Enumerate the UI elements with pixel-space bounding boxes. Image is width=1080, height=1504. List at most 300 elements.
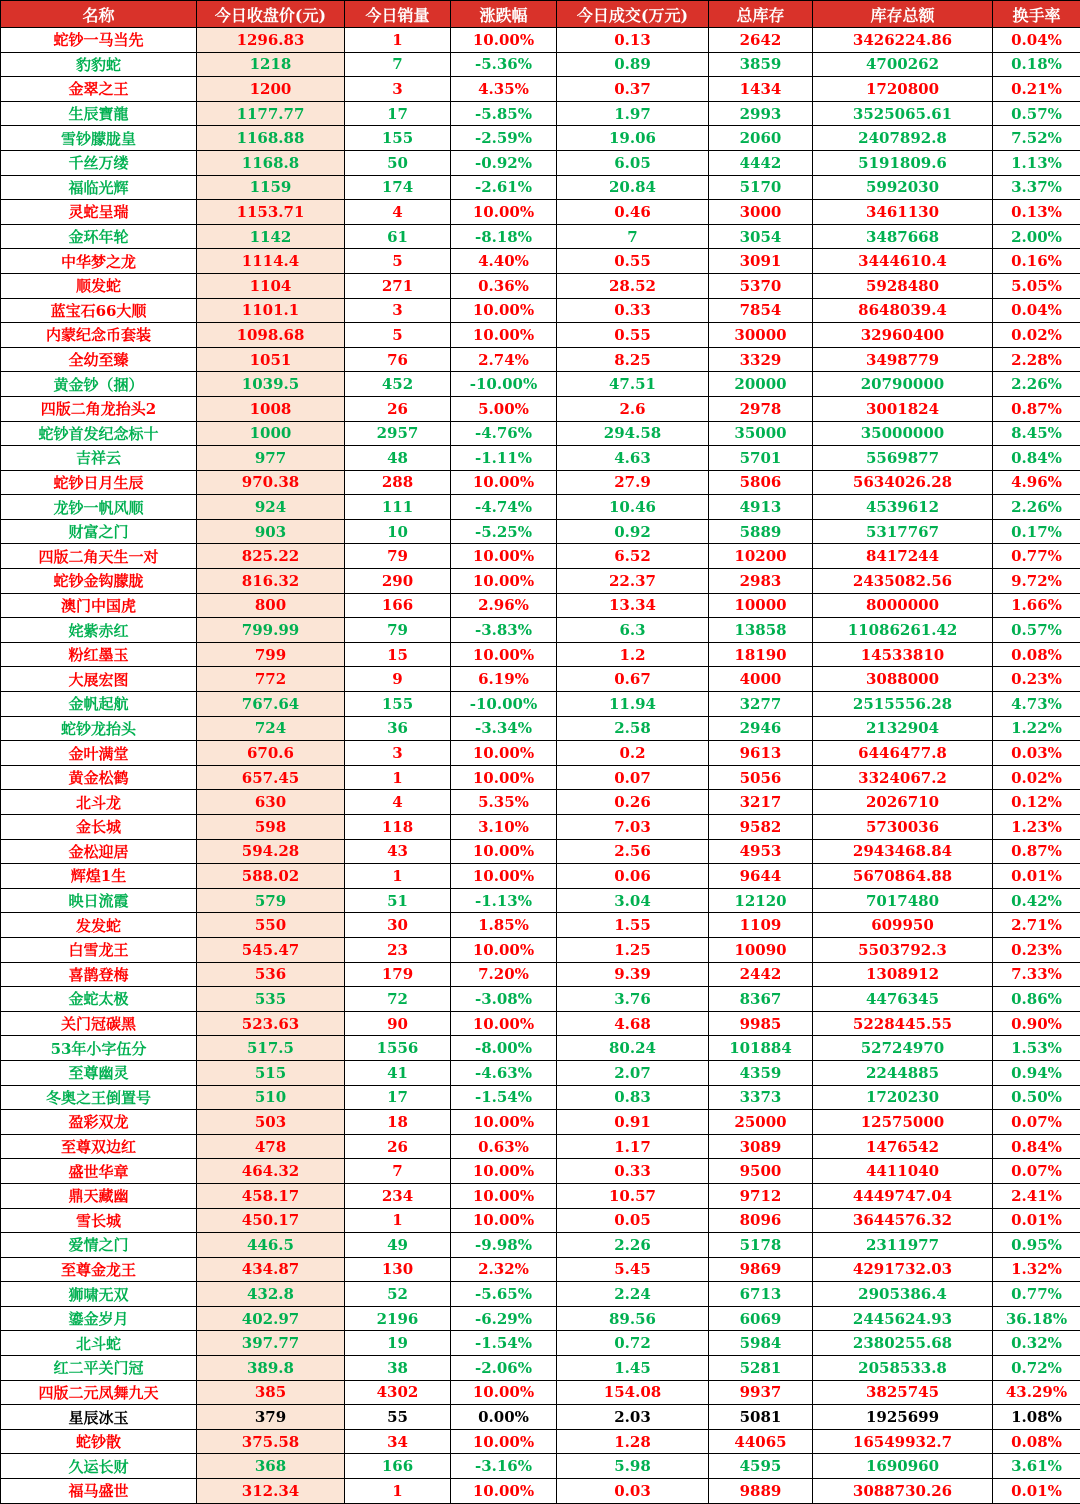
cell-change: 10.00% [451, 1183, 557, 1208]
cell-stock-value: 14533810 [813, 642, 993, 667]
cell-sales: 5 [345, 323, 451, 348]
table-row [1, 962, 1080, 987]
cell-turnover-rate: 2.26% [993, 495, 1080, 520]
cell-sales: 9 [345, 667, 451, 692]
cell-turnover-rate: 2.00% [993, 224, 1080, 249]
cell-name: 福马盛世 [1, 1479, 197, 1504]
cell-name: 中华梦之龙 [1, 249, 197, 274]
cell-close-price: 397.77 [197, 1331, 345, 1356]
cell-turnover-value: 1.2 [557, 642, 709, 667]
cell-close-price: 536 [197, 962, 345, 987]
cell-stock-value: 609950 [813, 913, 993, 938]
cell-sales: 79 [345, 618, 451, 643]
cell-stock-value: 7017480 [813, 888, 993, 913]
cell-stock-value: 2407892.8 [813, 126, 993, 151]
cell-change: -3.08% [451, 987, 557, 1012]
table-row [1, 544, 1080, 569]
cell-turnover-rate: 0.57% [993, 618, 1080, 643]
cell-turnover-rate: 0.07% [993, 1159, 1080, 1184]
cell-close-price: 312.34 [197, 1479, 345, 1504]
cell-turnover-rate: 4.96% [993, 470, 1080, 495]
cell-change: 3.10% [451, 815, 557, 840]
cell-change: -2.61% [451, 175, 557, 200]
cell-name: 至尊幽灵 [1, 1060, 197, 1085]
header-sales: 今日销量 [345, 1, 451, 28]
table-row [1, 347, 1080, 372]
cell-turnover-rate: 0.32% [993, 1331, 1080, 1356]
cell-change: 2.96% [451, 593, 557, 618]
cell-close-price: 1159 [197, 175, 345, 200]
cell-turnover-value: 28.52 [557, 273, 709, 298]
cell-stock-value: 5730036 [813, 815, 993, 840]
cell-total-stock: 1109 [709, 913, 813, 938]
cell-sales: 76 [345, 347, 451, 372]
cell-name: 粉红墨玉 [1, 642, 197, 667]
cell-turnover-value: 0.83 [557, 1085, 709, 1110]
cell-turnover-value: 4.68 [557, 1011, 709, 1036]
cell-change: 10.00% [451, 1380, 557, 1405]
cell-sales: 1 [345, 864, 451, 889]
cell-turnover-rate: 0.12% [993, 790, 1080, 815]
cell-change: 5.35% [451, 790, 557, 815]
table-row [1, 446, 1080, 471]
cell-turnover-value: 89.56 [557, 1306, 709, 1331]
cell-sales: 130 [345, 1257, 451, 1282]
cell-total-stock: 2946 [709, 716, 813, 741]
table-row [1, 200, 1080, 225]
table-row [1, 765, 1080, 790]
cell-sales: 48 [345, 446, 451, 471]
cell-close-price: 970.38 [197, 470, 345, 495]
cell-turnover-value: 9.39 [557, 962, 709, 987]
cell-change: -10.00% [451, 372, 557, 397]
cell-sales: 15 [345, 642, 451, 667]
cell-turnover-value: 1.55 [557, 913, 709, 938]
cell-turnover-value: 3.04 [557, 888, 709, 913]
cell-change: 4.35% [451, 77, 557, 102]
cell-close-price: 368 [197, 1454, 345, 1479]
cell-turnover-rate: 0.84% [993, 1134, 1080, 1159]
cell-sales: 10 [345, 519, 451, 544]
cell-turnover-value: 0.2 [557, 741, 709, 766]
cell-stock-value: 2311977 [813, 1233, 993, 1258]
cell-turnover-rate: 2.28% [993, 347, 1080, 372]
table-row [1, 1036, 1080, 1061]
cell-change: -9.98% [451, 1233, 557, 1258]
cell-change: -10.00% [451, 692, 557, 717]
cell-stock-value: 2058533.8 [813, 1356, 993, 1381]
table-header [1, 1, 1080, 28]
cell-stock-value: 1690960 [813, 1454, 993, 1479]
cell-change: 10.00% [451, 200, 557, 225]
cell-name: 白雪龙王 [1, 937, 197, 962]
cell-turnover-value: 294.58 [557, 421, 709, 446]
table-row [1, 1134, 1080, 1159]
cell-change: -1.54% [451, 1331, 557, 1356]
table-row [1, 642, 1080, 667]
cell-change: -1.54% [451, 1085, 557, 1110]
cell-turnover-rate: 1.53% [993, 1036, 1080, 1061]
cell-total-stock: 25000 [709, 1110, 813, 1135]
cell-change: 10.00% [451, 1159, 557, 1184]
cell-close-price: 1039.5 [197, 372, 345, 397]
cell-close-price: 535 [197, 987, 345, 1012]
cell-sales: 3 [345, 77, 451, 102]
cell-turnover-rate: 3.61% [993, 1454, 1080, 1479]
cell-total-stock: 5701 [709, 446, 813, 471]
cell-total-stock: 3217 [709, 790, 813, 815]
header-stock-value: 库存总额 [813, 1, 993, 28]
cell-change: 10.00% [451, 642, 557, 667]
table-row [1, 1233, 1080, 1258]
cell-close-price: 385 [197, 1380, 345, 1405]
cell-stock-value: 2445624.93 [813, 1306, 993, 1331]
cell-sales: 7 [345, 1159, 451, 1184]
cell-turnover-value: 0.07 [557, 765, 709, 790]
cell-turnover-value: 0.26 [557, 790, 709, 815]
cell-turnover-rate: 0.72% [993, 1356, 1080, 1381]
cell-stock-value: 2943468.84 [813, 839, 993, 864]
cell-name: 狮啸无双 [1, 1282, 197, 1307]
table-row [1, 224, 1080, 249]
cell-sales: 2196 [345, 1306, 451, 1331]
cell-stock-value: 5503792.3 [813, 937, 993, 962]
cell-close-price: 977 [197, 446, 345, 471]
cell-turnover-value: 80.24 [557, 1036, 709, 1061]
cell-turnover-rate: 0.94% [993, 1060, 1080, 1085]
cell-stock-value: 1476542 [813, 1134, 993, 1159]
cell-close-price: 1296.83 [197, 28, 345, 53]
cell-turnover-rate: 0.57% [993, 101, 1080, 126]
cell-stock-value: 3498779 [813, 347, 993, 372]
cell-name: 盛世华章 [1, 1159, 197, 1184]
cell-name: 53年小字伍分 [1, 1036, 197, 1061]
cell-change: 10.00% [451, 741, 557, 766]
cell-total-stock: 3000 [709, 200, 813, 225]
cell-total-stock: 9644 [709, 864, 813, 889]
cell-turnover-rate: 0.04% [993, 28, 1080, 53]
cell-close-price: 432.8 [197, 1282, 345, 1307]
cell-turnover-value: 0.55 [557, 249, 709, 274]
cell-close-price: 1104 [197, 273, 345, 298]
cell-total-stock: 3859 [709, 52, 813, 77]
cell-change: -3.16% [451, 1454, 557, 1479]
cell-change: -5.65% [451, 1282, 557, 1307]
table-row [1, 52, 1080, 77]
cell-sales: 4 [345, 790, 451, 815]
cell-change: 10.00% [451, 323, 557, 348]
cell-stock-value: 5992030 [813, 175, 993, 200]
cell-stock-value: 3644576.32 [813, 1208, 993, 1233]
cell-name: 爱情之门 [1, 1233, 197, 1258]
cell-change: 2.74% [451, 347, 557, 372]
cell-turnover-value: 0.05 [557, 1208, 709, 1233]
cell-total-stock: 5984 [709, 1331, 813, 1356]
cell-stock-value: 8000000 [813, 593, 993, 618]
cell-turnover-value: 0.13 [557, 28, 709, 53]
cell-name: 蛇钞首发纪念标十 [1, 421, 197, 446]
cell-name: 北斗龙 [1, 790, 197, 815]
cell-turnover-rate: 0.77% [993, 1282, 1080, 1307]
cell-close-price: 1142 [197, 224, 345, 249]
cell-total-stock: 2993 [709, 101, 813, 126]
cell-close-price: 799 [197, 642, 345, 667]
cell-total-stock: 4000 [709, 667, 813, 692]
cell-turnover-value: 0.37 [557, 77, 709, 102]
cell-close-price: 598 [197, 815, 345, 840]
cell-turnover-rate: 0.08% [993, 642, 1080, 667]
cell-close-price: 1114.4 [197, 249, 345, 274]
header-turnover-rate: 换手率 [993, 1, 1080, 28]
cell-close-price: 517.5 [197, 1036, 345, 1061]
cell-change: 1.85% [451, 913, 557, 938]
cell-name: 千丝万缕 [1, 150, 197, 175]
header-total-stock: 总库存 [709, 1, 813, 28]
cell-stock-value: 4539612 [813, 495, 993, 520]
cell-turnover-value: 3.76 [557, 987, 709, 1012]
cell-close-price: 825.22 [197, 544, 345, 569]
cell-sales: 41 [345, 1060, 451, 1085]
cell-stock-value: 2905386.4 [813, 1282, 993, 1307]
cell-turnover-value: 19.06 [557, 126, 709, 151]
table-row [1, 692, 1080, 717]
cell-name: 澳门中国虎 [1, 593, 197, 618]
cell-name: 龙钞一帆风顺 [1, 495, 197, 520]
cell-turnover-rate: 0.21% [993, 77, 1080, 102]
cell-stock-value: 3444610.4 [813, 249, 993, 274]
cell-close-price: 657.45 [197, 765, 345, 790]
cell-change: 0.00% [451, 1405, 557, 1430]
table-body [1, 28, 1080, 1504]
cell-stock-value: 1925699 [813, 1405, 993, 1430]
cell-sales: 118 [345, 815, 451, 840]
cell-total-stock: 5281 [709, 1356, 813, 1381]
cell-name: 蓝宝石66大顺 [1, 298, 197, 323]
cell-turnover-value: 0.72 [557, 1331, 709, 1356]
cell-stock-value: 2244885 [813, 1060, 993, 1085]
header-row [1, 1, 1080, 28]
table-row [1, 1306, 1080, 1331]
cell-turnover-rate: 0.01% [993, 1208, 1080, 1233]
cell-turnover-rate: 0.03% [993, 741, 1080, 766]
cell-name: 黄金松鹤 [1, 765, 197, 790]
cell-sales: 452 [345, 372, 451, 397]
cell-close-price: 446.5 [197, 1233, 345, 1258]
cell-stock-value: 11086261.42 [813, 618, 993, 643]
cell-name: 金翠之王 [1, 77, 197, 102]
cell-turnover-value: 0.03 [557, 1479, 709, 1504]
cell-turnover-value: 2.26 [557, 1233, 709, 1258]
cell-sales: 179 [345, 962, 451, 987]
cell-turnover-value: 2.56 [557, 839, 709, 864]
cell-close-price: 389.8 [197, 1356, 345, 1381]
cell-sales: 50 [345, 150, 451, 175]
cell-name: 红二平关门冠 [1, 1356, 197, 1381]
cell-stock-value: 2435082.56 [813, 569, 993, 594]
cell-total-stock: 10090 [709, 937, 813, 962]
cell-total-stock: 9985 [709, 1011, 813, 1036]
cell-turnover-rate: 1.23% [993, 815, 1080, 840]
cell-total-stock: 4953 [709, 839, 813, 864]
table-row [1, 1085, 1080, 1110]
cell-close-price: 767.64 [197, 692, 345, 717]
cell-change: 10.00% [451, 765, 557, 790]
cell-total-stock: 9937 [709, 1380, 813, 1405]
cell-total-stock: 8096 [709, 1208, 813, 1233]
cell-turnover-value: 10.46 [557, 495, 709, 520]
cell-close-price: 510 [197, 1085, 345, 1110]
cell-turnover-rate: 0.87% [993, 396, 1080, 421]
cell-sales: 61 [345, 224, 451, 249]
cell-sales: 1 [345, 1208, 451, 1233]
cell-total-stock: 44065 [709, 1429, 813, 1454]
table-row [1, 987, 1080, 1012]
cell-name: 蛇钞日月生辰 [1, 470, 197, 495]
cell-change: 10.00% [451, 1429, 557, 1454]
cell-stock-value: 2026710 [813, 790, 993, 815]
cell-close-price: 523.63 [197, 1011, 345, 1036]
cell-turnover-value: 1.97 [557, 101, 709, 126]
cell-sales: 30 [345, 913, 451, 938]
cell-change: -8.18% [451, 224, 557, 249]
cell-sales: 52 [345, 1282, 451, 1307]
cell-change: 10.00% [451, 28, 557, 53]
table-row [1, 888, 1080, 913]
cell-stock-value: 4700262 [813, 52, 993, 77]
cell-name: 喜鹊登梅 [1, 962, 197, 987]
cell-stock-value: 3487668 [813, 224, 993, 249]
table-row [1, 1380, 1080, 1405]
table-row [1, 1257, 1080, 1282]
cell-turnover-rate: 0.86% [993, 987, 1080, 1012]
cell-name: 金蛇太极 [1, 987, 197, 1012]
cell-stock-value: 35000000 [813, 421, 993, 446]
cell-change: 10.00% [451, 937, 557, 962]
table-row [1, 249, 1080, 274]
cell-total-stock: 3277 [709, 692, 813, 717]
cell-sales: 38 [345, 1356, 451, 1381]
cell-name: 关门冠碳黑 [1, 1011, 197, 1036]
cell-total-stock: 4442 [709, 150, 813, 175]
cell-turnover-value: 6.05 [557, 150, 709, 175]
cell-change: 10.00% [451, 544, 557, 569]
cell-change: 6.19% [451, 667, 557, 692]
cell-total-stock: 4913 [709, 495, 813, 520]
cell-turnover-value: 20.84 [557, 175, 709, 200]
cell-name: 蛇钞散 [1, 1429, 197, 1454]
cell-sales: 1556 [345, 1036, 451, 1061]
cell-turnover-rate: 1.08% [993, 1405, 1080, 1430]
cell-change: 5.00% [451, 396, 557, 421]
cell-sales: 234 [345, 1183, 451, 1208]
cell-sales: 18 [345, 1110, 451, 1135]
cell-turnover-rate: 0.13% [993, 200, 1080, 225]
table-row [1, 741, 1080, 766]
cell-turnover-value: 1.17 [557, 1134, 709, 1159]
cell-close-price: 464.32 [197, 1159, 345, 1184]
cell-stock-value: 5928480 [813, 273, 993, 298]
cell-close-price: 1101.1 [197, 298, 345, 323]
cell-stock-value: 6446477.8 [813, 741, 993, 766]
cell-name: 黄金钞（捆） [1, 372, 197, 397]
cell-stock-value: 1720800 [813, 77, 993, 102]
table-row [1, 1060, 1080, 1085]
cell-stock-value: 3525065.61 [813, 101, 993, 126]
cell-close-price: 1000 [197, 421, 345, 446]
table-row [1, 1405, 1080, 1430]
cell-close-price: 903 [197, 519, 345, 544]
table-row [1, 519, 1080, 544]
cell-turnover-rate: 0.16% [993, 249, 1080, 274]
cell-close-price: 588.02 [197, 864, 345, 889]
cell-name: 大展宏图 [1, 667, 197, 692]
cell-total-stock: 18190 [709, 642, 813, 667]
cell-name: 四版二角天生一对 [1, 544, 197, 569]
cell-turnover-value: 154.08 [557, 1380, 709, 1405]
table-row [1, 913, 1080, 938]
cell-close-price: 545.47 [197, 937, 345, 962]
cell-close-price: 1177.77 [197, 101, 345, 126]
table-row [1, 396, 1080, 421]
cell-turnover-value: 47.51 [557, 372, 709, 397]
cell-close-price: 402.97 [197, 1306, 345, 1331]
cell-total-stock: 4359 [709, 1060, 813, 1085]
cell-total-stock: 2060 [709, 126, 813, 151]
cell-total-stock: 5806 [709, 470, 813, 495]
cell-turnover-rate: 0.87% [993, 839, 1080, 864]
cell-turnover-value: 11.94 [557, 692, 709, 717]
table-row [1, 839, 1080, 864]
table-row [1, 28, 1080, 53]
cell-sales: 34 [345, 1429, 451, 1454]
cell-turnover-rate: 0.23% [993, 937, 1080, 962]
cell-turnover-rate: 0.95% [993, 1233, 1080, 1258]
cell-stock-value: 4476345 [813, 987, 993, 1012]
cell-stock-value: 5569877 [813, 446, 993, 471]
table-row [1, 126, 1080, 151]
cell-name: 内蒙纪念币套装 [1, 323, 197, 348]
cell-sales: 4302 [345, 1380, 451, 1405]
table-row [1, 815, 1080, 840]
table-row [1, 372, 1080, 397]
cell-sales: 155 [345, 692, 451, 717]
header-turnover-value: 今日成交(万元) [557, 1, 709, 28]
cell-total-stock: 5170 [709, 175, 813, 200]
cell-name: 蛇钞一马当先 [1, 28, 197, 53]
cell-sales: 19 [345, 1331, 451, 1356]
cell-name: 蛇钞金钩朦胧 [1, 569, 197, 594]
cell-stock-value: 5228445.55 [813, 1011, 993, 1036]
cell-turnover-rate: 0.90% [993, 1011, 1080, 1036]
cell-change: 10.00% [451, 1479, 557, 1504]
cell-stock-value: 5634026.28 [813, 470, 993, 495]
cell-turnover-value: 27.9 [557, 470, 709, 495]
cell-stock-value: 3825745 [813, 1380, 993, 1405]
cell-stock-value: 4411040 [813, 1159, 993, 1184]
cell-close-price: 375.58 [197, 1429, 345, 1454]
cell-change: -0.92% [451, 150, 557, 175]
cell-turnover-rate: 0.42% [993, 888, 1080, 913]
cell-turnover-rate: 0.02% [993, 765, 1080, 790]
cell-sales: 3 [345, 741, 451, 766]
cell-sales: 155 [345, 126, 451, 151]
cell-close-price: 503 [197, 1110, 345, 1135]
cell-stock-value: 2132904 [813, 716, 993, 741]
cell-turnover-value: 0.67 [557, 667, 709, 692]
cell-turnover-rate: 43.29% [993, 1380, 1080, 1405]
cell-name: 至尊双边红 [1, 1134, 197, 1159]
table-row [1, 1183, 1080, 1208]
